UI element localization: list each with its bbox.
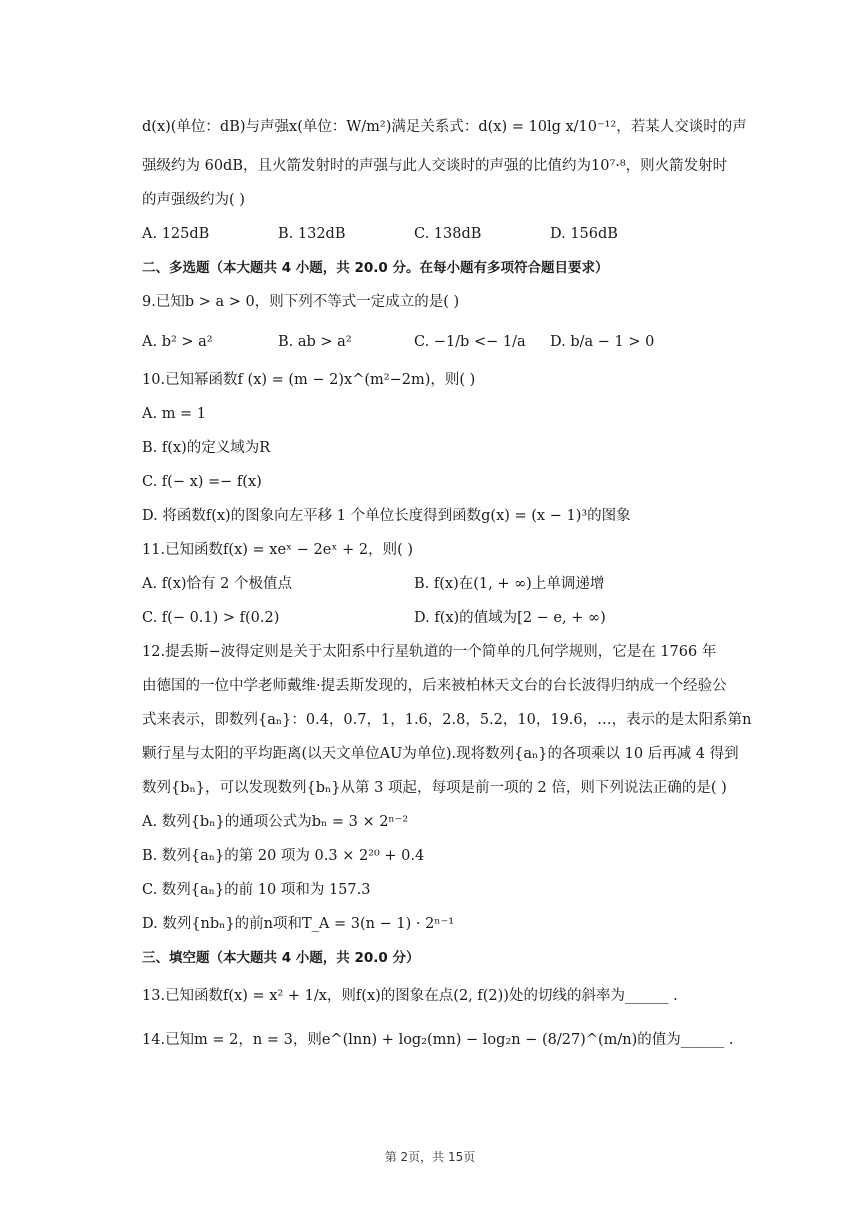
q11-option-d: D. f(x)的值域为[2 − e, + ∞) [414,610,606,626]
q13-text: 已知函数f(x) = x² + 1/x，则f(x)的图象在点(2, f(2))处的切线的斜率为______ . [165,988,678,1004]
q8-line-1: d(x)(单位：dB)与声强x(单位：W/m²)满足关系式：d(x) = 10lg x/10⁻¹²，若某人交谈时的声 [142,119,747,135]
q11-number: 11. [142,542,166,558]
q12-option-d: D. 数列{nbₙ}的前n项和T_A = 3(n − 1) · 2ⁿ⁻¹ [142,916,455,932]
q10-option-c: C. f(− x) =− f(x) [142,474,262,490]
q9-option-c: C. −1/b <− 1/a [414,334,526,350]
q13-number: 13. [142,988,166,1004]
q9-text: 已知b > a > 0，则下列不等式一定成立的是( ) [155,294,460,310]
q8-option-b: B. 132dB [278,226,346,242]
q11-option-b: B. f(x)在(1, + ∞)上单调递增 [414,576,605,592]
q8-option-d: D. 156dB [550,226,618,242]
q10-option-d: D. 将函数f(x)的图象向左平移 1 个单位长度得到函数g(x) = (x − 1)³的图象 [142,508,631,524]
q12-number: 12. [142,644,166,660]
q12-option-b: B. 数列{aₙ}的第 20 项为 0.3 × 2²⁰ + 0.4 [142,848,425,864]
q8-line-3: 的声强级约为( ) [142,192,245,208]
q9-option-a: A. b² > a² [142,334,213,350]
q10-stem [142,370,748,390]
q13-stem [142,986,748,1006]
q9-option-d: D. b/a − 1 > 0 [550,334,655,350]
section-3-heading: 三、填空题（本大题共 4 小题，共 20.0 分） [142,950,420,966]
q14-text: 已知m = 2，n = 3，则e^(lnn) + log₂(mn) − log₂n − (8/27)^(m/n)的值为______ . [165,1032,734,1048]
q12-line-4: 颗行星与太阳的平均距离(以天文单位AU为单位).现将数列{aₙ}的各项乘以 10 后再减 4 得到 [142,746,739,762]
q12-line-3: 式来表示，即数列{aₙ}：0.4，0.7，1，1.6，2.8，5.2，10，19.6，…，表示的是太阳系第n [142,712,752,728]
page-footer: 第 2页，共 15页 [384,1150,476,1164]
q14-stem [142,1030,748,1050]
q11-stem [142,540,748,560]
q11-text: 已知函数f(x) = xeˣ − 2eˣ + 2，则( ) [165,542,414,558]
q10-option-b: B. f(x)的定义域为R [142,440,271,456]
q9-stem [142,292,748,312]
q8-option-c: C. 138dB [414,226,482,242]
q12-stem [142,642,748,662]
q9-option-b: B. ab > a² [278,334,352,350]
q9-number: 9. [142,294,156,310]
q8-options [142,224,748,244]
q12-first-line: 提丢斯−波得定则是关于太阳系中行星轨道的一个简单的几何学规则，它是在 1766 年 [165,644,717,660]
q11-options-row-1 [142,574,748,594]
section-2-heading: 二、多选题（本大题共 4 小题，共 20.0 分。在每小题有多项符合题目要求） [142,260,609,276]
q12-line-5: 数列{bₙ}，可以发现数列{bₙ}从第 3 项起，每项是前一项的 2 倍，则下列说法正确的是( ) [142,780,727,796]
q10-option-a: A. m = 1 [142,406,207,422]
q8-line-2: 强级约为 60dB，且火箭发射时的声强与此人交谈时的声强的比值约为10⁷·⁸，则火箭发射时 [142,158,728,174]
q9-options [142,332,748,352]
q14-number: 14. [142,1032,166,1048]
q12-line-2: 由德国的一位中学老师戴维·提丢斯发现的，后来被柏林天文台的台长波得归纳成一个经验公 [142,678,727,694]
q8-option-a: A. 125dB [142,226,210,242]
q11-option-a: A. f(x)恰有 2 个极值点 [142,576,292,592]
q11-option-c: C. f(− 0.1) > f(0.2) [142,610,280,626]
q11-options-row-2 [142,608,748,628]
q10-number: 10. [142,372,166,388]
q10-text: 已知幂函数f (x) = (m − 2)x^(m²−2m)，则( ) [165,372,476,388]
q12-option-c: C. 数列{aₙ}的前 10 项和为 157.3 [142,882,371,898]
q12-option-a: A. 数列{bₙ}的通项公式为bₙ = 3 × 2ⁿ⁻² [142,814,409,830]
